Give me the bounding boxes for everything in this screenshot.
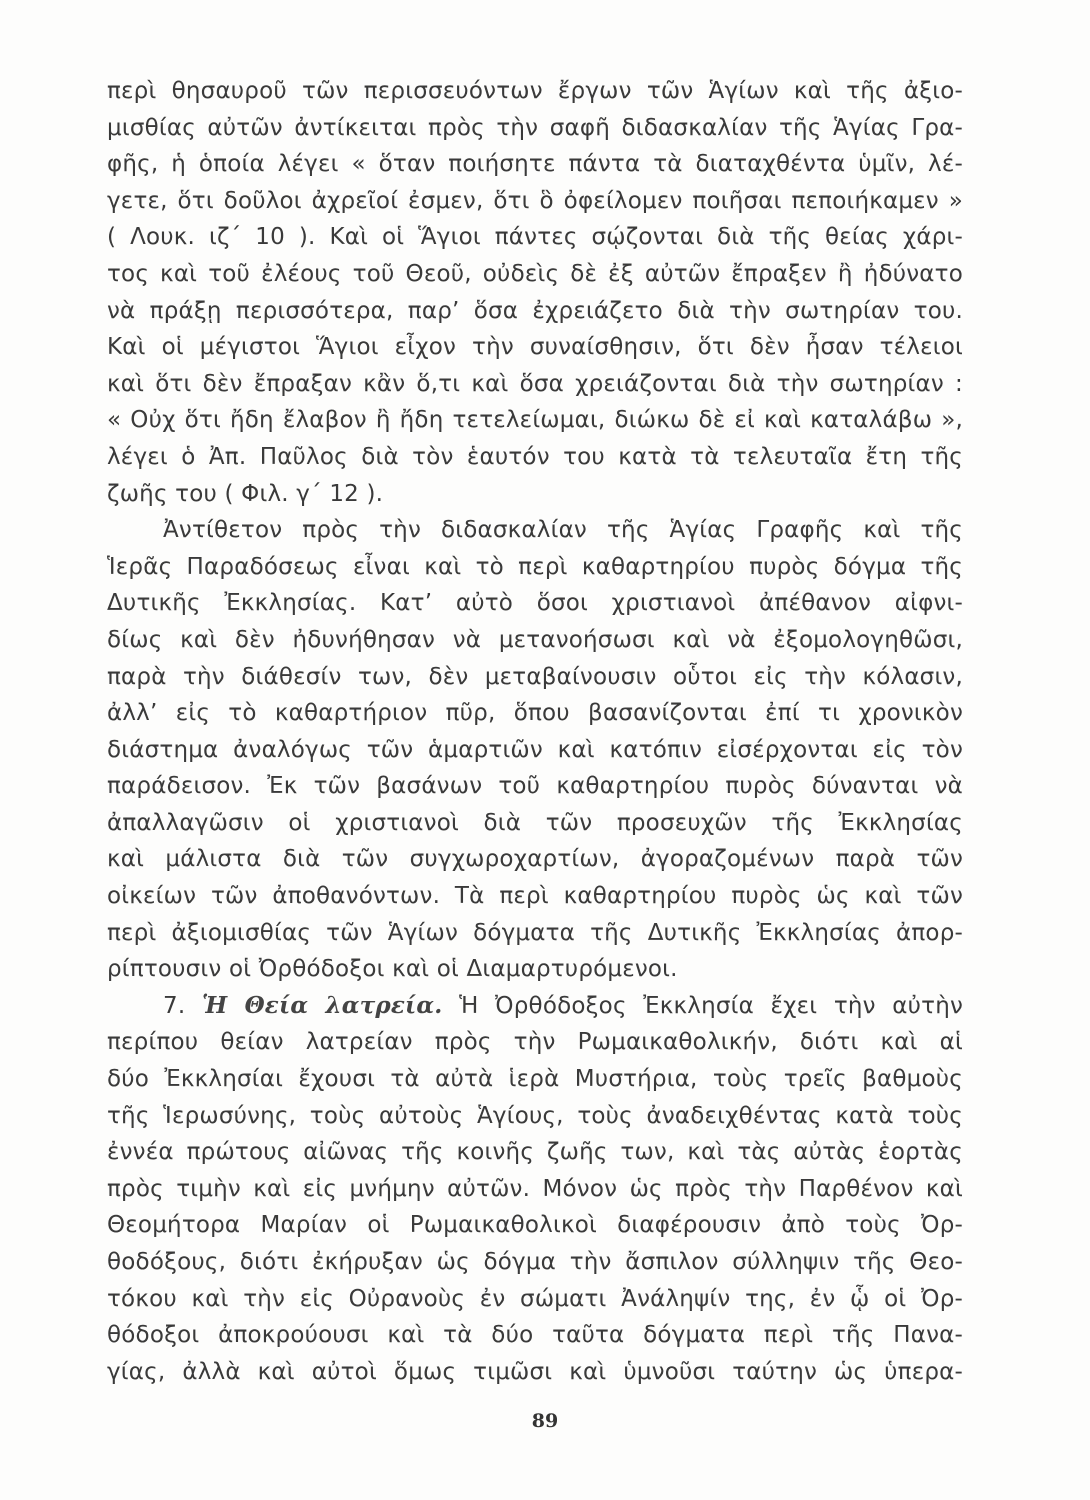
text-line: τόκου καὶ τὴν εἰς Οὐρανοὺς ἐν σώματι Ἀνάληψίν της, ἐν ᾧ οἱ Ὀρ- <box>107 1285 963 1312</box>
text-line: λέγει ὁ Ἀπ. Παῦλος διὰ τὸν ἑαυτόν του κατὰ τὰ τελευταῖα ἔτη τῆς <box>107 443 963 470</box>
text-line: περίπου θείαν λατρείαν πρὸς τὴν Ρωμαικαθολικήν, διότι καὶ αἱ <box>107 1029 963 1056</box>
section-first-text: Ἡ Ὀρθόδοξος Ἐκκλησία ἔχει τὴν αὐτὴν <box>459 992 964 1019</box>
body-text <box>107 73 963 1390</box>
text-line: περὶ ἀξιομισθίας τῶν Ἁγίων δόγματα τῆς Δυτικῆς Ἐκκλησίας ἀπορ- <box>107 919 963 946</box>
text-line: οἰκείων τῶν ἀποθανόντων. Τὰ περὶ καθαρτηρίου πυρὸς ὡς καὶ τῶν <box>107 883 963 910</box>
text-line: παράδεισον. Ἐκ τῶν βασάνων τοῦ καθαρτηρίου πυρὸς δύνανται νὰ <box>107 773 963 800</box>
text-line: καὶ ὅτι δὲν ἔπραξαν κἂν ὅ,τι καὶ ὅσα χρειάζονται διὰ τὴν σωτηρίαν : <box>107 370 963 397</box>
page-number: 89 <box>531 1410 559 1432</box>
text-line: γετε, ὅτι δοῦλοι ἀχρεῖοί ἐσμεν, ὅτι ὃ ὀφείλομεν ποιῆσαι πεποιήκαμεν » <box>107 187 963 214</box>
text-line: μισθίας αὐτῶν ἀντίκειται πρὸς τὴν σαφῆ διδασκαλίαν τῆς Ἁγίας Γρα- <box>107 114 963 141</box>
text-line: ζωῆς του ( Φιλ. γ΄ 12 ). <box>107 480 384 507</box>
text-line: πρὸς τιμὴν καὶ εἰς μνήμην αὐτῶν. Μόνον ὡς πρὸς τὴν Παρθένον καὶ <box>107 1175 963 1202</box>
text-line: καὶ μάλιστα διὰ τῶν συγχωροχαρτίων, ἀγοραζομένων παρὰ τῶν <box>107 846 963 873</box>
text-line: Καὶ οἱ μέγιστοι Ἅγιοι εἶχον τὴν συναίσθησιν, ὅτι δὲν ἦσαν τέλειοι <box>107 334 963 361</box>
text-line: τῆς Ἱερωσύνης, τοὺς αὐτοὺς Ἁγίους, τοὺς ἀναδειχθέντας κατὰ τοὺς <box>107 1102 963 1129</box>
text-line: δίως καὶ δὲν ἠδυνήθησαν νὰ μετανοήσωσι καὶ νὰ ἐξομολογηθῶσι, <box>107 626 963 653</box>
text-line: ἀπαλλαγῶσιν οἱ χριστιανοὶ διὰ τῶν προσευχῶν τῆς Ἐκκλησίας <box>107 809 963 836</box>
text-line: νὰ πράξῃ περισσότερα, παρ’ ὅσα ἐχρειάζετο διὰ τὴν σωτηρίαν του. <box>107 297 963 324</box>
text-line: γίας, ἀλλὰ καὶ αὐτοὶ ὅμως τιμῶσι καὶ ὑμνοῦσι ταύτην ὡς ὑπερα- <box>107 1358 963 1385</box>
text-line: θοδόξους, διότι ἐκήρυξαν ὡς δόγμα τὴν ἄσπιλον σύλληψιν τῆς Θεο- <box>107 1249 963 1275</box>
text-line: ρίπτουσιν οἱ Ὀρθόδοξοι καὶ οἱ Διαμαρτυρόμενοι. <box>107 956 678 983</box>
text-line: θόδοξοι ἀποκρούουσι καὶ τὰ δύο ταῦτα δόγματα περὶ τῆς Πανα- <box>107 1322 963 1349</box>
section-number: 7. <box>163 992 186 1019</box>
text-line: τος καὶ τοῦ ἐλέους τοῦ Θεοῦ, οὐδεὶς δὲ ἐξ αὐτῶν ἔπραξεν ἢ ἠδύνατο <box>107 260 963 287</box>
text-line: περὶ θησαυροῦ τῶν περισσευόντων ἔργων τῶν Ἁγίων καὶ τῆς ἀξιο- <box>107 78 963 104</box>
text-line: ἀλλ’ εἰς τὸ καθαρτήριον πῦρ, ὅπου βασανίζονται ἐπί τι χρονικὸν <box>107 700 963 727</box>
text-line: Δυτικῆς Ἐκκλησίας. Κατ’ αὐτὸ ὅσοι χριστιανοὶ ἀπέθανον αἰφνι- <box>107 590 963 617</box>
text-line: παρὰ τὴν διάθεσίν των, δὲν μεταβαίνουσιν οὗτοι εἰς τὴν κόλασιν, <box>107 663 963 690</box>
text-line: Ἱερᾶς Παραδόσεως εἶναι καὶ τὸ περὶ καθαρτηρίου πυρὸς δόγμα τῆς <box>107 553 963 580</box>
text-line: Θεομήτορα Μαρίαν οἱ Ρωμαικαθολικοὶ διαφέρουσιν ἀπὸ τοὺς Ὀρ- <box>107 1212 963 1239</box>
text-line: φῆς, ἡ ὁποία λέγει « ὅταν ποιήσητε πάντα τὰ διαταχθέντα ὑμῖν, λέ- <box>107 151 963 178</box>
section-heading-line <box>107 988 963 1025</box>
paragraph-start-line: Ἀντίθετον πρὸς τὴν διδασκαλίαν τῆς Ἁγίας Γραφῆς καὶ τῆς <box>163 517 963 544</box>
text-line: ( Λουκ. ιζ΄ 10 ). Καὶ οἱ Ἅγιοι πάντες σῴζονται διὰ τῆς θείας χάρι- <box>107 224 963 251</box>
text-line: δύο Ἐκκλησίαι ἔχουσι τὰ αὐτὰ ἱερὰ Μυστήρια, τοὺς τρεῖς βαθμοὺς <box>107 1066 963 1093</box>
text-line: διάστημα ἀναλόγως τῶν ἁμαρτιῶν καὶ κατόπιν εἰσέρχονται εἰς τὸν <box>107 736 963 763</box>
text-line: « Οὐχ ὅτι ἤδη ἔλαβον ἢ ἤδη τετελείωμαι, διώκω δὲ εἰ καὶ καταλάβω », <box>107 407 963 434</box>
text-line: ἐννέα πρώτους αἰῶνας τῆς κοινῆς ζωῆς των, καὶ τὰς αὐτὰς ἑορτὰς <box>107 1139 963 1166</box>
section-title: Ἡ Θεία λατρεία. <box>201 991 443 1019</box>
